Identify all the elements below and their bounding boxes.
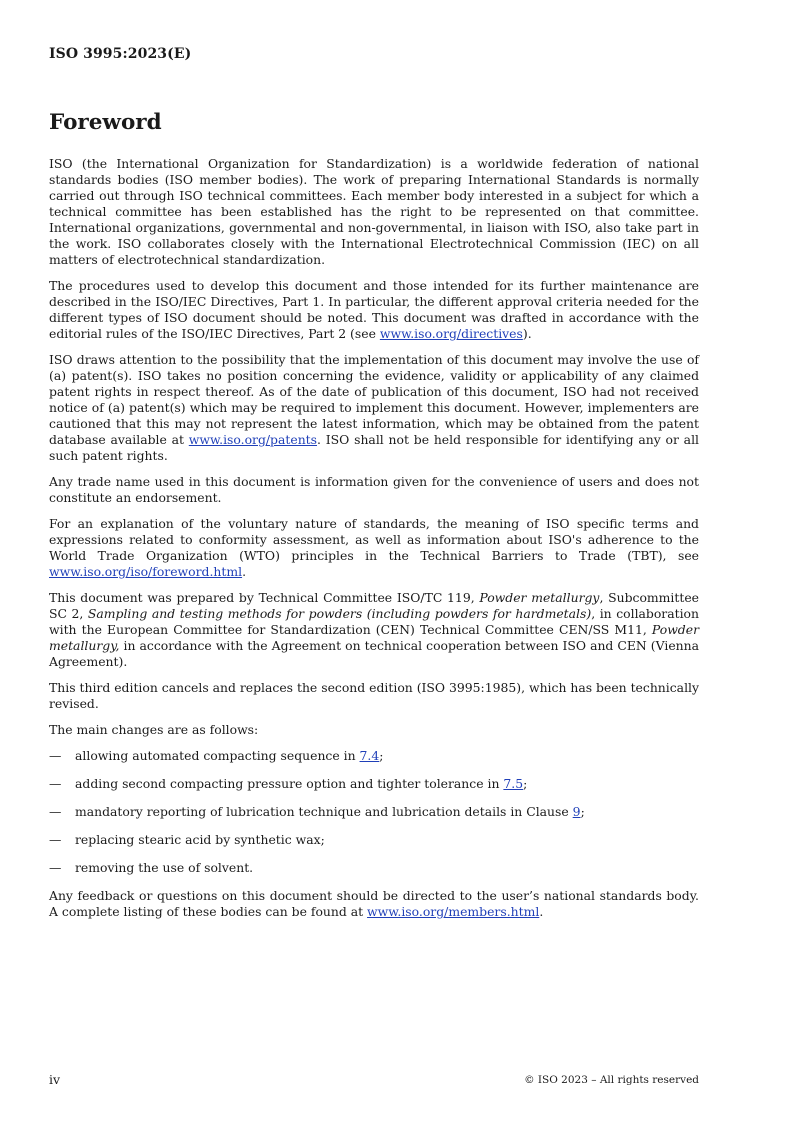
foreword-body <box>49 156 699 930</box>
paragraph-voluntary-nature: For an explanation of the voluntary nature of standards, the meaning of ISO specific terms and expressions related to conformity assessment, as well as information about ISO's adherence to the World Trade Organization (WTO) principles in the Technical Barriers to Trade (TBT), see www.iso.org/iso/foreword.html. <box>49 516 699 579</box>
list-item: — allowing automated compacting sequence in 7.4; <box>49 748 384 763</box>
paragraph-feedback: Any feedback or questions on this document should be directed to the user’s national standards body. A complete listing of these bodies can be found at www.iso.org/members.html. <box>49 888 699 919</box>
paragraph-trade-name: Any trade name used in this document is information given for the convenience of users and does not constitute an endorsement. <box>49 474 699 505</box>
paragraph-edition: This third edition cancels and replaces the second edition (ISO 3995:1985), which has been technically revised. <box>49 680 699 711</box>
copyright-notice: © ISO 2023 – All rights reserved <box>524 1074 699 1086</box>
directives-link[interactable]: www.iso.org/directives <box>379 326 523 341</box>
page-title: Foreword <box>49 110 162 135</box>
paragraph-patents: ISO draws attention to the possibility that the implementation of this document may involve the use of (a) patent(s). ISO takes no position concerning the evidence, validity or applicability of any claimed patent rights in respect thereof. As of the date of publication of this document, ISO had not received notice of (a) patent(s) which may be required to implement this document. However, implementers are cautioned that this may not represent the latest information, which may be obtained from the patent database available at www.iso.org/patents. ISO shall not be held responsible for identifying any or all such patent rights. <box>49 352 699 463</box>
clause-7-4-link[interactable]: 7.4 <box>359 748 380 763</box>
patents-link[interactable]: www.iso.org/patents <box>188 432 318 447</box>
list-item: — adding second compacting pressure option and tighter tolerance in 7.5; <box>49 776 528 791</box>
list-item: — mandatory reporting of lubrication technique and lubrication details in Clause 9; <box>49 804 585 819</box>
paragraph-main-changes: The main changes are as follows: <box>49 722 259 737</box>
page-number: iv <box>49 1072 61 1087</box>
document-identifier: ISO 3995:2023(E) <box>49 46 192 62</box>
paragraph-procedures: The procedures used to develop this document and those intended for its further maintenance are described in the ISO/IEC Directives, Part 1. In particular, the different approval criteria needed for the different types of ISO document should be noted. This document was drafted in accordance with the editorial rules of the ISO/IEC Directives, Part 2 (see www.iso.org/directives). <box>49 278 699 341</box>
clause-7-5-link[interactable]: 7.5 <box>503 776 524 791</box>
clause-9-link[interactable]: 9 <box>572 804 581 819</box>
paragraph-committee: This document was prepared by Technical Committee ISO/TC 119, Powder metallurgy, Subcommittee SC 2, Sampling and testing methods for powders (including powders for hardmetals), in collaboration with the European Committee for Standardization (CEN) Technical Committee CEN/SS M11, Powder metallurgy, in accordance with the Agreement on technical cooperation between ISO and CEN (Vienna Agreement). <box>49 590 700 669</box>
list-item: — replacing stearic acid by synthetic wax; <box>49 832 325 847</box>
paragraph-iso-intro: ISO (the International Organization for Standardization) is a worldwide federation of national standards bodies (ISO member bodies). The work of preparing International Standards is normally carried out through ISO technical committees. Each member body interested in a subject for which a technical committee has been established has the right to be represented on that committee. International organizations, governmental and non-governmental, in liaison with ISO, also take part in the work. ISO collaborates closely with the International Electrotechnical Commission (IEC) on all matters of electrotechnical standardization. <box>49 156 699 267</box>
foreword-link[interactable]: www.iso.org/iso/foreword.html <box>49 564 243 579</box>
list-item: — removing the use of solvent. <box>49 860 254 875</box>
members-link[interactable]: www.iso.org/members.html <box>367 904 540 919</box>
